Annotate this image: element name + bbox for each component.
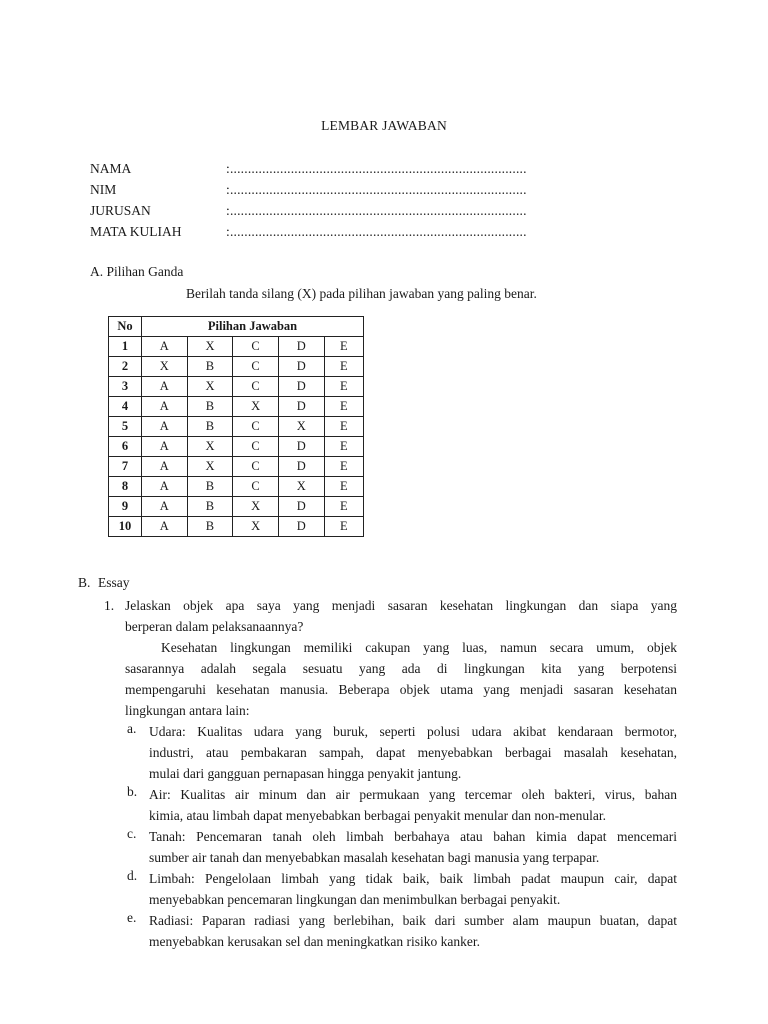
answer-choice-cell: X	[187, 377, 233, 397]
list-item-line: Udara: Kualitas udara yang buruk, seperti polusi udara akibat kendaraan bermotor,	[149, 724, 677, 739]
section-b-letter: B.	[78, 575, 91, 590]
answer-choice-cell: D	[278, 517, 324, 537]
header-choices: Pilihan Jawaban	[142, 317, 364, 337]
list-item-line: industri, atau pembakaran sampah, dapat menyebabkan berbagai masalah kesehatan,	[149, 745, 677, 760]
answer-line: sasarannya adalah segala sesuatu yang ada di lingkungan kita yang berpotensi	[125, 661, 677, 676]
question-number: 1.	[104, 598, 115, 613]
header-no: No	[109, 317, 142, 337]
answer-choice-cell: D	[278, 357, 324, 377]
list-item-line: Air: Kualitas air minum dan air permukaan yang tercemar oleh bakteri, virus, bahan	[149, 787, 677, 802]
list-item-line: menyebabkan pencemaran lingkungan dan menimbulkan berbagai penyakit.	[149, 892, 561, 907]
section-b-heading: Essay	[98, 575, 130, 590]
identity-fill-line: :...................................................................................	[226, 182, 527, 197]
list-item-letter: a.	[127, 721, 137, 736]
list-item	[149, 784, 677, 826]
answer-choice-cell: E	[324, 457, 363, 477]
answer-choice-cell: A	[142, 457, 188, 477]
answer-row	[109, 477, 364, 497]
answer-choice-cell: E	[324, 417, 363, 437]
answer-choice-cell: C	[233, 377, 279, 397]
answer-choice-cell: X	[233, 397, 279, 417]
answer-row	[109, 357, 364, 377]
answer-choice-cell: E	[324, 477, 363, 497]
identity-label: MATA KULIAH	[90, 224, 182, 239]
answer-choice-cell: D	[278, 457, 324, 477]
list-item-line: Limbah: Pengelolaan limbah yang tidak baik, baik limbah padat maupun cair, dapat	[149, 871, 677, 886]
answer-table-header	[109, 317, 364, 337]
list-item	[149, 826, 677, 868]
answer-choice-cell: A	[142, 497, 188, 517]
answer-row-number: 4	[109, 397, 142, 417]
answer-choice-cell: X	[142, 357, 188, 377]
list-item-line: menyebabkan kerusakan sel dan meningkatkan risiko kanker.	[149, 934, 481, 949]
list-item-line: Tanah: Pencemaran tanah oleh limbah berbahaya atau bahan kimia dapat mencemari	[149, 829, 677, 844]
answer-choice-cell: D	[278, 377, 324, 397]
answer-choice-cell: X	[187, 437, 233, 457]
answer-choice-cell: X	[278, 417, 324, 437]
question-text	[125, 595, 677, 637]
answer-choice-cell: X	[233, 517, 279, 537]
answer-choice-cell: X	[233, 497, 279, 517]
list-item-letter: d.	[127, 868, 138, 883]
list-item	[149, 910, 677, 952]
answer-choice-cell: B	[187, 497, 233, 517]
answer-row-number: 6	[109, 437, 142, 457]
answer-choice-cell: C	[233, 437, 279, 457]
section-a-instruction: Berilah tanda silang (X) pada pilihan jawaban yang paling benar.	[186, 286, 537, 301]
answer-choice-cell: E	[324, 377, 363, 397]
answer-choice-cell: C	[233, 357, 279, 377]
answer-row-number: 2	[109, 357, 142, 377]
answer-choice-cell: B	[187, 417, 233, 437]
answer-choice-cell: E	[324, 497, 363, 517]
answer-choice-cell: B	[187, 477, 233, 497]
answer-choice-cell: E	[324, 357, 363, 377]
answer-row-number: 8	[109, 477, 142, 497]
identity-label: NIM	[90, 182, 117, 197]
list-item-line: kimia, atau limbah dapat menyebabkan berbagai penyakit menular dan non-menular.	[149, 808, 606, 823]
answer-choice-cell: X	[278, 477, 324, 497]
list-item-line: sumber air tanah dan menyebabkan masalah kesehatan bagi manusia yang terpapar.	[149, 850, 600, 865]
answer-choice-cell: X	[187, 337, 233, 357]
question-line: berperan dalam pelaksanaannya?	[125, 619, 304, 634]
answer-choice-cell: A	[142, 377, 188, 397]
answer-row	[109, 517, 364, 537]
answer-choice-cell: C	[233, 457, 279, 477]
list-item	[149, 721, 677, 784]
list-item-letter: c.	[127, 826, 137, 841]
answer-table	[108, 316, 364, 537]
answer-choice-cell: B	[187, 397, 233, 417]
list-item	[149, 868, 677, 910]
list-item-line: Radiasi: Paparan radiasi yang berlebihan, baik dari sumber alam maupun buatan, dapat	[149, 913, 677, 928]
answer-row-number: 10	[109, 517, 142, 537]
answer-paragraph	[125, 637, 677, 721]
answer-choice-cell: A	[142, 477, 188, 497]
answer-row	[109, 497, 364, 517]
answer-row	[109, 377, 364, 397]
section-a-heading: A. Pilihan Ganda	[90, 264, 184, 279]
answer-choice-cell: X	[187, 457, 233, 477]
document-title: LEMBAR JAWABAN	[321, 118, 447, 133]
list-item-line: mulai dari gangguan pernapasan hingga penyakit jantung.	[149, 766, 462, 781]
answer-choice-cell: D	[278, 497, 324, 517]
identity-label: JURUSAN	[90, 203, 151, 218]
answer-line: Kesehatan lingkungan memiliki cakupan yang luas, namun secara umum, objek	[161, 640, 677, 655]
answer-choice-cell: A	[142, 517, 188, 537]
answer-row-number: 1	[109, 337, 142, 357]
answer-choice-cell: D	[278, 337, 324, 357]
identity-fill-line: :...................................................................................	[226, 224, 527, 239]
answer-row-number: 9	[109, 497, 142, 517]
answer-choice-cell: A	[142, 437, 188, 457]
question-line: Jelaskan objek apa saya yang menjadi sasaran kesehatan lingkungan dan siapa yang	[125, 598, 677, 613]
answer-choice-cell: E	[324, 337, 363, 357]
answer-choice-cell: E	[324, 397, 363, 417]
list-item-letter: b.	[127, 784, 138, 799]
answer-line: lingkungan antara lain:	[125, 703, 250, 718]
answer-row-number: 3	[109, 377, 142, 397]
answer-choice-cell: B	[187, 517, 233, 537]
answer-choice-cell: C	[233, 337, 279, 357]
answer-row-number: 5	[109, 417, 142, 437]
answer-row	[109, 417, 364, 437]
answer-choice-cell: A	[142, 397, 188, 417]
answer-choice-cell: B	[187, 357, 233, 377]
answer-choice-cell: D	[278, 437, 324, 457]
answer-choice-cell: E	[324, 517, 363, 537]
list-item-letter: e.	[127, 910, 137, 925]
answer-row	[109, 337, 364, 357]
answer-line: mempengaruhi kesehatan manusia. Beberapa objek utama yang menjadi sasaran kesehatan	[125, 682, 677, 697]
answer-row	[109, 397, 364, 417]
answer-row	[109, 457, 364, 477]
identity-fill-line: :...................................................................................	[226, 161, 527, 176]
answer-choice-cell: D	[278, 397, 324, 417]
answer-choice-cell: A	[142, 417, 188, 437]
answer-row	[109, 437, 364, 457]
answer-choice-cell: A	[142, 337, 188, 357]
answer-choice-cell: E	[324, 437, 363, 457]
answer-choice-cell: C	[233, 477, 279, 497]
answer-row-number: 7	[109, 457, 142, 477]
identity-label: NAMA	[90, 161, 132, 176]
identity-fill-line: :...................................................................................	[226, 203, 527, 218]
answer-choice-cell: C	[233, 417, 279, 437]
